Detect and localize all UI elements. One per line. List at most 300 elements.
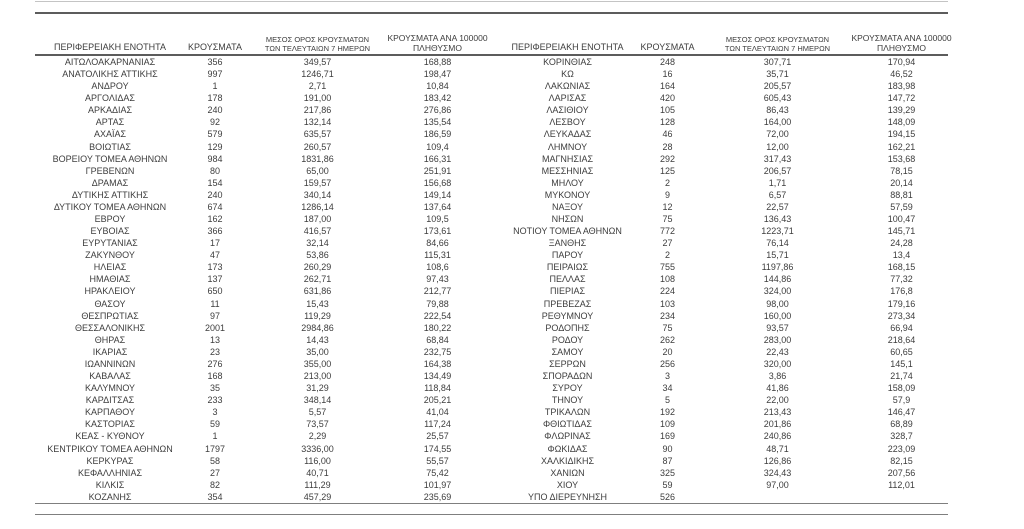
column-header-per100k-right (851, 14, 952, 54)
cases-cell: 5 (664, 395, 670, 406)
column-gap (485, 491, 500, 503)
per100k-cell: 148,09 (887, 117, 916, 128)
cases-cell: 75 (662, 322, 673, 333)
cases-cell: 178 (207, 93, 223, 104)
region-cell: ΦΛΩΡΙΝΑΣ (544, 431, 591, 442)
avg7-cell: 93,57 (766, 322, 789, 333)
avg7-cell: 260,29 (303, 262, 332, 273)
per100k-cell: 112,01 (888, 479, 915, 490)
region-cell: ΑΡΚΑΔΙΑΣ (87, 105, 133, 116)
cases-cell: 12 (662, 201, 673, 212)
avg7-cell: 1286,14 (301, 201, 334, 212)
avg7-cell: 349,57 (303, 57, 332, 67)
table-row (35, 491, 948, 503)
table-row (35, 201, 948, 213)
per100k-cell: 170,94 (887, 57, 916, 67)
cases-cell: 82 (209, 479, 220, 490)
per100k-cell: 232,75 (423, 346, 452, 357)
table-row (35, 358, 948, 370)
per100k-cell: 24,28 (890, 238, 913, 249)
avg7-cell: 3336,00 (301, 443, 334, 454)
avg7-cell: 12,00 (766, 141, 789, 152)
column-gap (485, 322, 500, 334)
avg7-cell: 191,00 (303, 93, 332, 104)
column-gap (485, 479, 500, 491)
per100k-cell: 164,38 (423, 358, 452, 369)
avg7-cell: 5,57 (308, 407, 327, 418)
region-cell: ΠΙΕΡΙΑΣ (549, 286, 586, 297)
region-cell: ΞΑΝΘΗΣ (548, 238, 587, 249)
avg7-cell: 457,29 (303, 491, 332, 502)
region-cell: ΙΚΑΡΙΑΣ (92, 346, 128, 357)
avg7-cell: 2984,86 (301, 322, 334, 333)
column-header-label: ΚΡΟΥΣΜΑΤΑ (640, 42, 695, 52)
column-gap (485, 104, 500, 116)
avg7-cell: 119,29 (304, 310, 331, 321)
table-row (35, 213, 948, 225)
bottom-rule-lower (35, 514, 948, 515)
table-row (35, 141, 948, 153)
per100k-cell: 156,68 (423, 177, 452, 188)
region-cell: ΤΗΝΟΥ (551, 395, 584, 406)
region-cell: ΚΑΡΠΑΘΟΥ (84, 407, 136, 418)
cases-cell: 125 (659, 165, 676, 176)
region-cell: ΣΑΜΟΥ (551, 346, 584, 357)
per100k-cell: 88,81 (890, 189, 913, 200)
region-cell: ΓΡΕΒΕΝΩΝ (85, 165, 135, 176)
region-cell: ΑΡΤΑΣ (95, 117, 125, 128)
region-cell: ΚΑΛΥΜΝΟΥ (84, 383, 136, 394)
region-cell: ΛΑΚΩΝΙΑΣ (544, 81, 591, 92)
column-header-avg7-right (700, 14, 855, 54)
cases-cell: 27 (209, 467, 220, 478)
avg7-cell: 65,00 (306, 165, 329, 176)
avg7-cell: 3,86 (768, 371, 787, 382)
avg7-cell (700, 491, 855, 503)
region-cell: ΚΕΦΑΛΛΗΝΙΑΣ (77, 467, 143, 478)
cases-cell: 108 (659, 274, 676, 285)
avg7-cell: 1197,86 (761, 262, 794, 273)
region-cell: ΚΑΣΤΟΡΙΑΣ (85, 419, 135, 430)
avg7-cell: 22,00 (766, 395, 789, 406)
avg7-cell: 416,57 (303, 226, 332, 237)
avg7-cell: 2,29 (308, 431, 327, 442)
column-gap (485, 298, 500, 310)
table-row (35, 334, 948, 346)
table-row (35, 310, 948, 322)
avg7-cell: 1,71 (768, 177, 787, 188)
column-header-label-line2: ΠΛΗΘΥΣΜΟ (877, 43, 926, 53)
column-gap (485, 310, 500, 322)
region-cell: ΝΟΤΙΟΥ ΤΟΜΕΑ ΑΘΗΝΩΝ (513, 226, 622, 237)
region-cell: ΠΑΡΟΥ (551, 250, 584, 261)
column-gap (485, 201, 500, 213)
cases-cell: 154 (207, 177, 223, 188)
per100k-cell: 84,66 (426, 238, 449, 249)
table-row (35, 298, 948, 310)
avg7-cell: 22,43 (766, 346, 789, 357)
column-gap (485, 177, 500, 189)
avg7-cell: 2,71 (308, 81, 327, 92)
per100k-cell: 218,64 (887, 334, 916, 345)
column-header-avg7-left (245, 14, 390, 54)
per100k-cell: 108,6 (426, 262, 449, 273)
region-cell: ΛΕΣΒΟΥ (549, 117, 586, 128)
column-gap (485, 273, 500, 285)
column-header-cases-left (185, 14, 245, 54)
column-header-label-line1: ΜΕΣΟΣ ΟΡΟΣ ΚΡΟΥΣΜΑΤΩΝ (265, 35, 370, 44)
per100k-cell: 68,89 (890, 419, 913, 430)
table-row (35, 56, 948, 68)
column-header-cases-right (635, 14, 700, 54)
avg7-cell: 1831,86 (301, 153, 334, 164)
cases-cell: 35 (209, 383, 220, 394)
cases-cell: 128 (659, 117, 676, 128)
cases-cell: 366 (207, 226, 223, 237)
region-cell: ΧΑΝΙΩΝ (550, 467, 585, 478)
column-gap (485, 334, 500, 346)
cases-cell: 59 (662, 479, 673, 490)
column-gap (485, 14, 500, 54)
per100k-cell: 168,88 (423, 57, 452, 67)
cases-cell: 173 (207, 262, 223, 273)
avg7-cell: 32,14 (306, 238, 329, 249)
avg7-cell: 35,00 (306, 346, 329, 357)
per100k-cell: 77,32 (890, 274, 913, 285)
avg7-cell: 6,57 (768, 189, 787, 200)
column-gap (485, 237, 500, 249)
cases-cell: 2001 (204, 322, 226, 333)
cases-cell: 526 (659, 491, 676, 502)
column-gap (485, 382, 500, 394)
per100k-cell: 78,15 (890, 165, 913, 176)
per100k-cell: 222,54 (423, 310, 452, 321)
per100k-cell: 176,8 (890, 286, 913, 297)
table-row (35, 225, 948, 237)
region-cell: ΚΕΑΣ - ΚΥΘΝΟΥ (75, 431, 145, 442)
region-cell: ΚΑΒΑΛΑΣ (89, 371, 131, 382)
avg7-cell: 97,00 (766, 479, 789, 490)
per100k-cell: 207,56 (887, 467, 916, 478)
cases-cell: 164 (659, 81, 676, 92)
cases-cell: 137 (207, 274, 223, 285)
table-row (35, 80, 948, 92)
region-cell: ΑΝΔΡΟΥ (91, 81, 129, 92)
table-row (35, 406, 948, 418)
per100k-cell: 97,43 (426, 274, 449, 285)
avg7-cell: 40,71 (306, 467, 329, 478)
cases-cell: 650 (207, 286, 223, 297)
cases-cell: 2 (664, 250, 670, 261)
column-gap (485, 56, 500, 68)
cases-cell: 105 (659, 105, 676, 116)
cases-cell: 27 (662, 238, 673, 249)
table-row (35, 165, 948, 177)
avg7-cell: 15,71 (766, 250, 789, 261)
per100k-cell: 41,04 (426, 407, 449, 418)
per100k-cell: 139,29 (887, 105, 916, 116)
table-row (35, 92, 948, 104)
per100k-cell: 66,94 (890, 322, 913, 333)
cases-cell: 90 (662, 443, 673, 454)
avg7-cell: 213,00 (303, 371, 332, 382)
cases-cell: 240 (207, 105, 223, 116)
per100k-cell: 100,47 (887, 214, 916, 225)
avg7-cell: 14,43 (306, 334, 329, 345)
table-row (35, 128, 948, 140)
per100k-cell: 25,57 (426, 431, 449, 442)
region-cell: ΡΕΘΥΜΝΟΥ (541, 310, 594, 321)
column-header-label: ΚΡΟΥΣΜΑΤΑ (188, 42, 242, 52)
per100k-cell: 173,61 (423, 226, 452, 237)
region-cell: ΦΘΙΩΤΙΔΑΣ (543, 419, 592, 430)
cases-cell: 292 (659, 153, 676, 164)
column-header-label-line2: ΠΛΗΘΥΣΜΟ (413, 43, 462, 53)
avg7-cell: 98,00 (766, 298, 789, 309)
table-row (35, 237, 948, 249)
per100k-cell: 21,74 (890, 371, 913, 382)
avg7-cell: 76,14 (766, 238, 789, 249)
cases-cell: 240 (207, 189, 223, 200)
region-cell: ΠΕΙΡΑΙΩΣ (546, 262, 589, 273)
cases-cell: 192 (659, 407, 676, 418)
avg7-cell: 72,00 (766, 129, 789, 140)
region-cell: ΛΑΣΙΘΙΟΥ (546, 105, 589, 116)
per100k-cell: 168,15 (887, 262, 916, 273)
column-gap (485, 443, 500, 455)
per100k-cell: 101,97 (423, 479, 452, 490)
region-cell: ΚΩ (561, 69, 574, 80)
avg7-cell: 283,00 (763, 334, 792, 345)
cases-cell: 23 (209, 346, 220, 357)
per100k-cell: 57,9 (892, 395, 911, 406)
per100k-cell: 57,59 (890, 201, 913, 212)
region-cell: ΜΑΓΝΗΣΙΑΣ (541, 153, 594, 164)
column-gap (485, 261, 500, 273)
region-cell: ΝΗΣΩΝ (551, 214, 584, 225)
avg7-cell: 48,71 (766, 443, 789, 454)
column-gap (485, 165, 500, 177)
per100k-cell: 10,84 (426, 81, 449, 92)
avg7-cell: 164,00 (763, 117, 792, 128)
region-cell: ΠΡΕΒΕΖΑΣ (543, 298, 592, 309)
cases-cell: 80 (209, 165, 220, 176)
cases-cell: 755 (659, 262, 676, 273)
table-row (35, 285, 948, 297)
column-gap (485, 418, 500, 430)
avg7-cell: 201,86 (763, 419, 792, 430)
avg7-cell: 132,14 (303, 117, 332, 128)
per100k-cell: 145,1 (890, 358, 913, 369)
column-gap (485, 249, 500, 261)
column-gap (485, 285, 500, 297)
cases-cell: 325 (659, 467, 676, 478)
cases-cell: 16 (662, 69, 673, 80)
per100k-cell: 115,31 (424, 250, 451, 261)
avg7-cell: 31,29 (306, 383, 329, 394)
table-header-row (35, 14, 952, 56)
per100k-cell: 82,15 (890, 455, 913, 466)
per100k-cell: 46,52 (890, 69, 913, 80)
per100k-cell: 60,65 (890, 346, 913, 357)
region-cell: ΚΟΡΙΝΘΙΑΣ (543, 57, 592, 67)
avg7-cell: 605,43 (763, 93, 792, 104)
region-cell: ΤΡΙΚΑΛΩΝ (544, 407, 591, 418)
avg7-cell: 86,43 (766, 105, 789, 116)
cases-cell: 2 (664, 177, 670, 188)
cases-cell: 248 (659, 57, 676, 67)
region-cell: ΚΕΝΤΡΙΚΟΥ ΤΟΜΕΑ ΑΘΗΝΩΝ (47, 443, 173, 454)
avg7-cell: 317,43 (763, 153, 792, 164)
avg7-cell: 217,86 (303, 105, 332, 116)
table-row (35, 322, 948, 334)
column-gap (485, 358, 500, 370)
region-cell: ΦΩΚΙΔΑΣ (547, 443, 588, 454)
per100k-cell: 55,57 (426, 455, 449, 466)
region-cell: ΕΥΡΥΤΑΝΙΑΣ (82, 238, 138, 249)
regional-cases-table (35, 0, 952, 529)
column-header-region-right (500, 14, 635, 54)
avg7-cell: 320,00 (763, 358, 792, 369)
region-cell: ΖΑΚΥΝΘΟΥ (85, 250, 135, 261)
cases-cell: 1 (212, 431, 218, 442)
avg7-cell: 262,71 (303, 274, 332, 285)
column-header-label-line2: ΤΩΝ ΤΕΛΕΥΤΑΙΩΝ 7 ΗΜΕΡΩΝ (724, 43, 831, 53)
avg7-cell: 1223,71 (761, 226, 794, 237)
table-row (35, 68, 948, 80)
column-header-label-line1: ΚΡΟΥΣΜΑΤΑ ΑΝΑ 100000 (851, 33, 952, 43)
cases-cell: 11 (210, 298, 220, 309)
region-cell: ΙΩΑΝΝΙΝΩΝ (84, 358, 136, 369)
cases-cell: 420 (659, 93, 676, 104)
per100k-cell: 183,98 (887, 81, 916, 92)
cases-cell: 162 (207, 214, 223, 225)
column-gap (485, 370, 500, 382)
column-gap (485, 225, 500, 237)
per100k-cell: 174,55 (423, 443, 452, 454)
region-cell: ΗΛΕΙΑΣ (93, 262, 127, 273)
avg7-cell: 111,29 (304, 479, 331, 490)
per100k-cell: 205,21 (423, 395, 452, 406)
cases-cell: 75 (662, 214, 673, 225)
table-row (35, 273, 948, 285)
region-cell: ΜΕΣΣΗΝΙΑΣ (541, 165, 594, 176)
table-row (35, 153, 948, 165)
per100k-cell: 223,09 (887, 443, 916, 454)
region-cell: ΠΕΛΛΑΣ (549, 274, 586, 285)
avg7-cell: 116,00 (304, 455, 331, 466)
bottom-rule-upper (35, 503, 948, 504)
region-cell: ΑΡΓΟΛΙΔΑΣ (85, 93, 135, 104)
avg7-cell: 22,57 (766, 201, 789, 212)
column-gap (485, 346, 500, 358)
cases-cell: 674 (207, 201, 223, 212)
per100k-cell: 186,59 (423, 129, 452, 140)
table-row (35, 430, 948, 442)
column-gap (485, 68, 500, 80)
cases-cell: 997 (207, 69, 223, 80)
per100k-cell: 145,71 (887, 226, 916, 237)
region-cell: ΚΟΖΑΝΗΣ (88, 491, 132, 502)
avg7-cell: 205,57 (763, 81, 792, 92)
per100k-cell (855, 491, 948, 503)
per100k-cell: 153,68 (887, 153, 916, 164)
table-row (35, 455, 948, 467)
column-header-label: ΠΕΡΙΦΕΡΕΙΑΚΗ ΕΝΟΤΗΤΑ (53, 42, 167, 52)
avg7-cell: 160,00 (763, 310, 792, 321)
region-cell: ΔΥΤΙΚΗΣ ΑΤΤΙΚΗΣ (71, 189, 149, 200)
avg7-cell: 73,57 (306, 419, 329, 430)
avg7-cell: 635,57 (303, 129, 332, 140)
avg7-cell: 206,57 (763, 165, 792, 176)
column-gap (485, 128, 500, 140)
cases-cell: 356 (207, 57, 223, 67)
cases-cell: 87 (662, 455, 673, 466)
column-header-per100k-left (387, 14, 488, 54)
table-row (35, 370, 948, 382)
per100k-cell: 158,09 (887, 383, 916, 394)
region-cell: ΔΡΑΜΑΣ (91, 177, 129, 188)
cases-cell: 1 (212, 81, 218, 92)
table-row (35, 394, 948, 406)
avg7-cell: 1246,71 (301, 69, 334, 80)
cases-cell: 579 (207, 129, 223, 140)
per100k-cell: 251,91 (423, 165, 452, 176)
cases-cell: 34 (662, 383, 673, 394)
per100k-cell: 79,88 (426, 298, 449, 309)
per100k-cell: 135,54 (423, 117, 452, 128)
cases-cell: 46 (662, 129, 673, 140)
avg7-cell: 35,71 (766, 69, 789, 80)
per100k-cell: 183,42 (423, 93, 452, 104)
avg7-cell: 340,14 (303, 189, 332, 200)
avg7-cell: 631,86 (303, 286, 332, 297)
region-cell: ΣΠΟΡΑΔΩΝ (542, 371, 593, 382)
cases-cell: 262 (659, 334, 676, 345)
region-cell: ΑΙΤΩΛΟΑΚΑΡΝΑΝΙΑΣ (64, 57, 156, 67)
column-gap (485, 430, 500, 442)
region-cell: ΒΟΡΕΙΟΥ ΤΟΜΕΑ ΑΘΗΝΩΝ (52, 153, 168, 164)
region-cell: ΑΝΑΤΟΛΙΚΗΣ ΑΤΤΙΚΗΣ (62, 69, 158, 80)
avg7-cell: 260,57 (303, 141, 332, 152)
region-cell: ΑΧΑΪΑΣ (93, 129, 127, 140)
column-gap (485, 80, 500, 92)
per100k-cell: 147,72 (887, 93, 916, 104)
table-row (35, 261, 948, 273)
region-cell: ΜΥΚΟΝΟΥ (544, 189, 591, 200)
avg7-cell: 348,14 (303, 395, 332, 406)
region-cell: ΚΕΡΚΥΡΑΣ (86, 455, 134, 466)
region-cell: ΡΟΔΟΠΗΣ (545, 322, 590, 333)
per100k-cell: 109,4 (426, 141, 449, 152)
region-cell: ΧΙΟΥ (556, 479, 579, 490)
per100k-cell: 149,14 (423, 189, 452, 200)
cases-cell: 103 (659, 298, 676, 309)
region-cell: ΘΕΣΣΑΛΟΝΙΚΗΣ (74, 322, 146, 333)
column-header-label-line2: ΤΩΝ ΤΕΛΕΥΤΑΙΩΝ 7 ΗΜΕΡΩΝ (264, 43, 371, 53)
avg7-cell: 53,86 (306, 250, 329, 261)
column-gap (485, 406, 500, 418)
column-gap (485, 213, 500, 225)
per100k-cell: 166,31 (423, 153, 452, 164)
table-row (35, 346, 948, 358)
cases-cell: 1797 (204, 443, 226, 454)
region-cell: ΣΥΡΟΥ (552, 383, 583, 394)
per100k-cell: 273,34 (887, 310, 916, 321)
avg7-cell: 126,86 (763, 455, 792, 466)
cases-cell: 28 (662, 141, 673, 152)
table-row (35, 116, 948, 128)
